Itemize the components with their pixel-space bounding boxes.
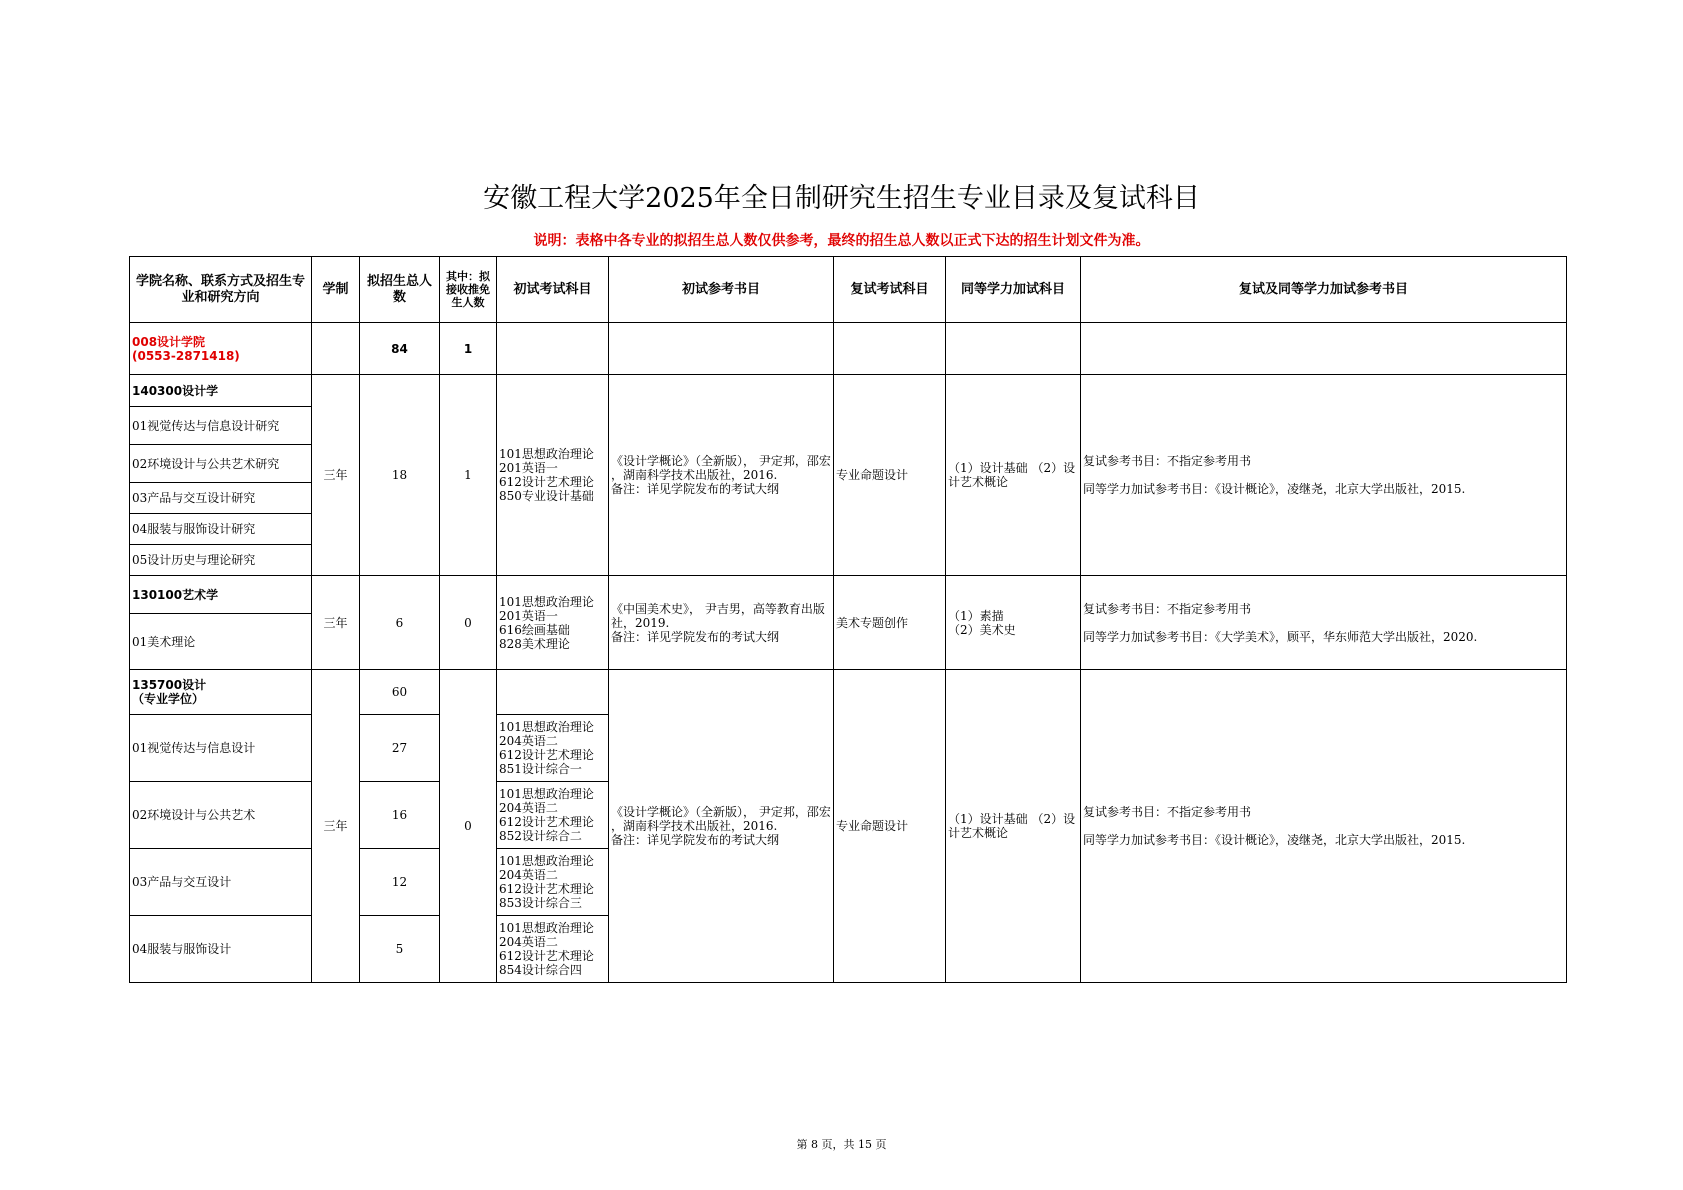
equiv-book: 同等学力加试参考书目：《设计概论》，凌继尧，北京大学出版社，2015. xyxy=(1083,833,1466,847)
major-name-cell xyxy=(130,670,312,715)
major-name-note: （专业学位） xyxy=(132,692,205,706)
major-plan: 6 xyxy=(360,576,440,670)
direction-name: 02环境设计与公共艺术 xyxy=(130,782,312,849)
college-name-cell xyxy=(130,323,312,375)
equiv-book: 同等学力加试参考书目：《大学美术》，顾平，华东师范大学出版社，2020. xyxy=(1083,629,1478,644)
major-duration: 三年 xyxy=(312,576,360,670)
direction-subjects: 101思想政治理论 204英语二 612设计艺术理论 851设计综合一 xyxy=(497,715,609,782)
direction-plan: 16 xyxy=(360,782,440,849)
header-exempt: 其中：拟接收推免生人数 xyxy=(440,257,497,323)
major-row xyxy=(130,375,1567,407)
explanation-note: 说明：表格中各专业的拟招生总人数仅供参考，最终的招生总人数以正式下达的招生计划文件为准。 xyxy=(533,233,1150,249)
major-plan: 60 xyxy=(360,670,440,715)
prelim-books: 《设计学概论》（全新版）， 尹定邦，邵宏 ，湖南科学技术出版社，2016. 备注：详见学院发布的考试大纲 xyxy=(609,375,834,576)
major-exempt: 0 xyxy=(440,670,497,983)
retest-subjects: 专业命题设计 xyxy=(834,670,946,983)
direction-name: 03产品与交互设计 xyxy=(130,849,312,916)
direction-name: 04服装与服饰设计 xyxy=(130,916,312,983)
major-duration: 三年 xyxy=(312,375,360,576)
retest-book: 复试参考书目：不指定参考用书 xyxy=(1083,805,1252,819)
major-exempt: 0 xyxy=(440,576,497,670)
college-exempt: 1 xyxy=(440,323,497,375)
header-prelim-subjects: 初试考试科目 xyxy=(497,257,609,323)
header-equiv-subjects: 同等学力加试科目 xyxy=(946,257,1081,323)
page-title: 安徽工程大学2025年全日制研究生招生专业目录及复试科目 xyxy=(483,183,1200,214)
major-name: 135700设计 xyxy=(132,678,207,692)
page-footer: 第 8 页，共 15 页 xyxy=(796,1138,887,1151)
prelim-books: 《设计学概论》（全新版）， 尹定邦，邵宏 ，湖南科学技术出版社，2016. 备注：详见学院发布的考试大纲 xyxy=(609,670,834,983)
header-prelim-books: 初试参考书目 xyxy=(609,257,834,323)
direction-name: 01美术理论 xyxy=(130,614,312,670)
retest-subjects: 美术专题创作 xyxy=(834,576,946,670)
direction-name: 05设计历史与理论研究 xyxy=(130,545,312,576)
direction-subjects: 101思想政治理论 204英语二 612设计艺术理论 852设计综合二 xyxy=(497,782,609,849)
header-college: 学院名称、联系方式及招生专业和研究方向 xyxy=(130,257,312,323)
retest-subjects: 专业命题设计 xyxy=(834,375,946,576)
major-duration: 三年 xyxy=(312,670,360,983)
major-row xyxy=(130,576,1567,614)
header-duration: 学制 xyxy=(312,257,360,323)
catalog-table xyxy=(129,256,1567,983)
college-row xyxy=(130,323,1567,375)
header-row xyxy=(130,257,1567,323)
major-plan: 18 xyxy=(360,375,440,576)
direction-subjects: 101思想政治理论 204英语二 612设计艺术理论 854设计综合四 xyxy=(497,916,609,983)
retest-book: 复试参考书目：不指定参考用书 xyxy=(1083,601,1252,616)
prelim-subjects: 101思想政治理论 201英语一 612设计艺术理论 850专业设计基础 xyxy=(497,375,609,576)
college-phone: (0553-2871418) xyxy=(132,348,240,363)
header-plan: 拟招生总人数 xyxy=(360,257,440,323)
major-name: 130100艺术学 xyxy=(130,576,312,614)
major-name: 140300设计学 xyxy=(130,375,312,407)
equiv-subjects: （1）设计基础 （2）设计艺术概论 xyxy=(946,375,1081,576)
equiv-subjects: （1）设计基础 （2）设计艺术概论 xyxy=(946,670,1081,983)
header-retest-subjects: 复试考试科目 xyxy=(834,257,946,323)
direction-name: 01视觉传达与信息设计 xyxy=(130,715,312,782)
header-retest-books: 复试及同等学力加试参考书目 xyxy=(1081,257,1567,323)
retest-books xyxy=(1081,670,1567,983)
retest-books xyxy=(1081,375,1567,576)
direction-subjects: 101思想政治理论 204英语二 612设计艺术理论 853设计综合三 xyxy=(497,849,609,916)
major-row xyxy=(130,670,1567,715)
retest-books xyxy=(1081,576,1567,670)
prelim-subjects: 101思想政治理论 201英语一 616绘画基础 828美术理论 xyxy=(497,576,609,670)
major-exempt: 1 xyxy=(440,375,497,576)
college-plan: 84 xyxy=(360,323,440,375)
prelim-books: 《中国美术史》， 尹吉男，高等教育出版社，2019. 备注：详见学院发布的考试大纲 xyxy=(609,576,834,670)
equiv-book: 同等学力加试参考书目：《设计概论》，凌继尧，北京大学出版社，2015. xyxy=(1083,482,1466,496)
direction-plan: 27 xyxy=(360,715,440,782)
equiv-subjects: （1）素描 （2）美术史 xyxy=(946,576,1081,670)
direction-name: 03产品与交互设计研究 xyxy=(130,483,312,514)
direction-plan: 5 xyxy=(360,916,440,983)
direction-name: 04服装与服饰设计研究 xyxy=(130,514,312,545)
direction-plan: 12 xyxy=(360,849,440,916)
direction-name: 02环境设计与公共艺术研究 xyxy=(130,445,312,483)
college-name: 008设计学院 xyxy=(132,334,206,349)
retest-book: 复试参考书目：不指定参考用书 xyxy=(1083,454,1252,468)
direction-name: 01视觉传达与信息设计研究 xyxy=(130,407,312,445)
